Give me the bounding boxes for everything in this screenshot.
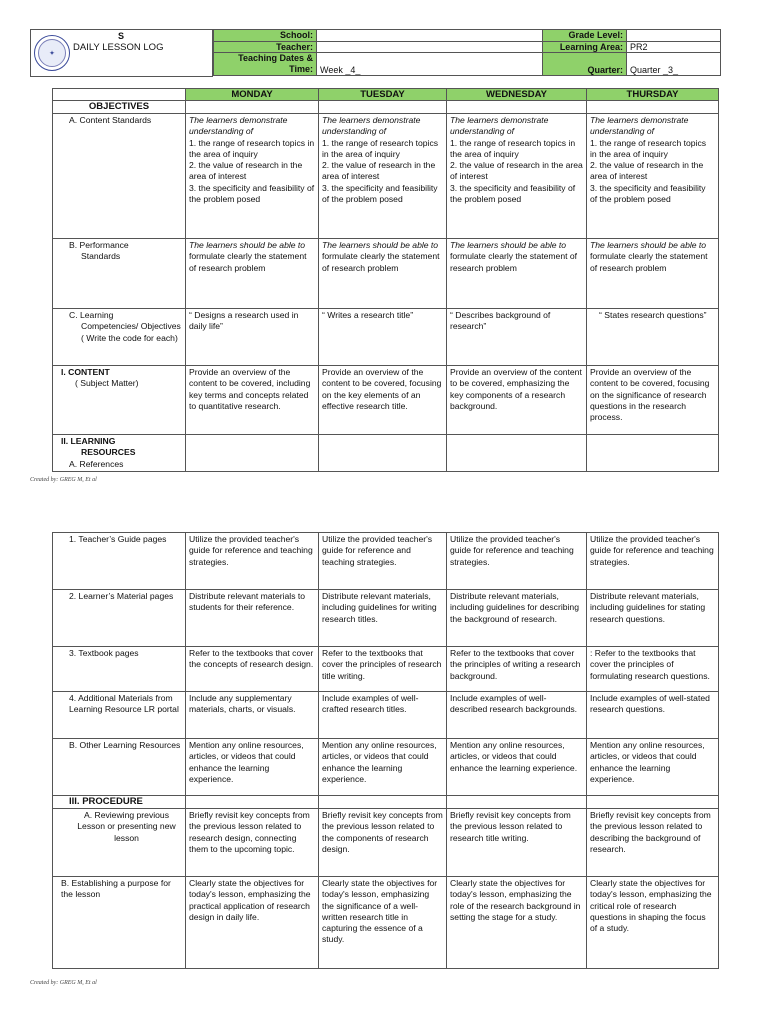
learners-material-cell[interactable]: Distribute relevant materials to students for their reference. [186, 590, 319, 647]
teachers-guide-cell[interactable]: Utilize the provided teacher's guide for reference and teaching strategies. [319, 533, 447, 590]
header-table [213, 29, 721, 76]
objectives-label: OBJECTIVES [53, 101, 186, 114]
comp-label-line3: ( Write the code for each) [81, 332, 178, 343]
content-standards-cell[interactable] [186, 114, 319, 239]
ps-intro: The learners should be able to [450, 240, 567, 250]
ps-text: formulate clearly the statement of research problem [590, 251, 708, 273]
resources-cell[interactable] [447, 435, 587, 472]
day-header-thursday: THURSDAY [587, 89, 719, 101]
establishing-purpose-cell[interactable]: Clearly state the objectives for today's lesson, emphasizing the significance of a well-written research title in capturing the essence of a study. [319, 877, 447, 969]
ps-text: formulate clearly the statement of research problem [450, 251, 578, 273]
deped-seal-icon: ✦ [34, 35, 70, 71]
additional-materials-cell[interactable]: Include any supplementary materials, charts, or visuals. [186, 692, 319, 739]
establishing-purpose-cell[interactable]: Clearly state the objectives for today's lesson, emphasizing the practical application of research design in daily life. [186, 877, 319, 969]
cs-item: 2. the value of research in the area of interest [450, 160, 583, 182]
cs-intro: The learners demonstrate understanding of [590, 115, 689, 137]
ps-intro: The learners should be able to [189, 240, 306, 250]
ps-label-line2: Standards [81, 251, 121, 262]
area-label: Learning Area: [543, 41, 627, 53]
ps-text: formulate clearly the statement of research problem [189, 251, 307, 273]
establishing-purpose-cell[interactable]: Clearly state the objectives for today's lesson, emphasizing the critical role of research questions in shaping the focus of a study. [587, 877, 719, 969]
content-standards-cell[interactable] [319, 114, 447, 239]
content-cell[interactable]: Provide an overview of the content to be covered, including key terms and concepts related to quantitative research. [186, 366, 319, 435]
resources-label-line1: II. LEARNING [61, 436, 116, 446]
content-standards-cell[interactable] [587, 114, 719, 239]
lesson-table-page2 [52, 532, 719, 969]
cs-item: 3. the specificity and feasibility of the problem posed [322, 182, 438, 205]
content-standards-label: A. Content Standards [53, 114, 186, 239]
competency-cell[interactable]: “ Describes background of research” [447, 309, 587, 366]
cs-item: 1. the range of research topics in the area of inquiry [450, 137, 576, 159]
reviewing-lesson-cell[interactable]: Briefly revisit key concepts from the previous lesson related to the components of research design. [319, 809, 447, 877]
textbook-pages-cell[interactable]: Refer to the textbooks that cover the concepts of research design. [186, 647, 319, 692]
title-box [30, 29, 213, 77]
textbook-pages-cell[interactable]: Refer to the textbooks that cover the principles of research title writing. [319, 647, 447, 692]
additional-materials-cell[interactable]: Include examples of well-described research backgrounds. [447, 692, 587, 739]
content-label [53, 366, 186, 435]
other-resources-cell[interactable]: Mention any online resources, articles, or videos that could enhance the learning experience. [587, 739, 719, 796]
corner-cell [53, 89, 186, 101]
dates-value[interactable]: Week _4_ [317, 53, 543, 76]
day-header-tuesday: TUESDAY [319, 89, 447, 101]
day-header-monday: MONDAY [186, 89, 319, 101]
cs-item: 1. the range of research topics in the area of inquiry [590, 137, 707, 159]
footer-credit-page1: Created by: GREG M, Et al [30, 477, 97, 483]
establishing-purpose-label: B. Establishing a purpose for the lesson [53, 877, 186, 969]
cs-item: 2. the value of research in the area of interest [590, 160, 704, 182]
competencies-label [53, 309, 186, 366]
teacher-value[interactable] [317, 41, 543, 53]
cs-item: 2. the value of research in the area of interest [322, 160, 436, 182]
school-letter: S [117, 31, 124, 41]
learners-material-label: 2. Learner’s Material pages [53, 590, 186, 647]
reviewing-lesson-cell[interactable]: Briefly revisit key concepts from the previous lesson related to describing the background of research. [587, 809, 719, 877]
references-label: A. References [69, 458, 124, 469]
ps-intro: The learners should be able to [590, 240, 707, 250]
grade-label: Grade Level: [543, 30, 627, 42]
learners-material-cell[interactable]: Distribute relevant materials, including guidelines for describing the background of research. [447, 590, 587, 647]
ps-label-line1: B. Performance [69, 240, 129, 250]
cs-item: 1. the range of research topics in the area of inquiry [189, 137, 315, 159]
grade-value[interactable] [627, 30, 721, 42]
area-value[interactable]: PR2 [627, 41, 721, 53]
establishing-purpose-cell[interactable]: Clearly state the objectives for today's lesson, emphasizing the role of the research background in setting the stage for a study. [447, 877, 587, 969]
footer-credit-page2: Created by: GREG M, Et al [30, 980, 97, 986]
comp-label-line1: C. Learning [69, 310, 114, 320]
resources-label-line2: RESOURCES [81, 447, 136, 458]
procedure-label: III. PROCEDURE [53, 796, 186, 809]
additional-materials-cell[interactable]: Include examples of well-crafted research titles. [319, 692, 447, 739]
teachers-guide-label: 1. Teacher’s Guide pages [53, 533, 186, 590]
other-resources-cell[interactable]: Mention any online resources, articles, or videos that could enhance the learning experience. [186, 739, 319, 796]
cs-item: 3. the specificity and feasibility of the problem posed [189, 182, 315, 205]
reviewing-lesson-cell[interactable]: Briefly revisit key concepts from the previous lesson related to research title writing. [447, 809, 587, 877]
performance-standards-cell[interactable] [319, 239, 447, 309]
ps-text: formulate clearly the statement of research problem [322, 251, 440, 273]
cs-intro: The learners demonstrate understanding of [189, 115, 288, 137]
doc-title: DAILY LESSON LOG [73, 42, 164, 53]
competency-cell[interactable]: “ Writes a research title” [319, 309, 447, 366]
lesson-table-page1 [52, 88, 719, 472]
day-header-wednesday: WEDNESDAY [447, 89, 587, 101]
competency-cell[interactable]: “ Designs a research used in daily life” [186, 309, 319, 366]
content-standards-cell[interactable] [447, 114, 587, 239]
textbook-pages-label: 3. Textbook pages [53, 647, 186, 692]
additional-materials-cell[interactable]: Include examples of well-stated research questions. [587, 692, 719, 739]
performance-standards-label [53, 239, 186, 309]
cs-item: 3. the specificity and feasibility of the problem posed [450, 182, 576, 205]
dates-label-line2: Time: [289, 63, 313, 74]
additional-materials-label: 4. Additional Materials from Learning Resource LR portal [53, 692, 186, 739]
other-resources-cell[interactable]: Mention any online resources, articles, or videos that could enhance the learning experience. [319, 739, 447, 796]
resources-label [53, 435, 186, 472]
performance-standards-cell[interactable] [186, 239, 319, 309]
performance-standards-cell[interactable] [587, 239, 719, 309]
learners-material-cell[interactable]: Distribute relevant materials, including guidelines for stating research questions. [587, 590, 719, 647]
dates-label [214, 53, 317, 76]
comp-label-line2: Competencies/ Objectives [81, 321, 181, 332]
textbook-pages-cell[interactable]: : Refer to the textbooks that cover the principles of formulating research questions. [587, 647, 719, 692]
school-value[interactable] [317, 30, 543, 42]
ps-intro: The learners should be able to [322, 240, 439, 250]
teachers-guide-cell[interactable]: Utilize the provided teacher's guide for reference and teaching strategies. [186, 533, 319, 590]
performance-standards-cell[interactable] [447, 239, 587, 309]
cs-intro: The learners demonstrate understanding of [322, 115, 421, 137]
teachers-guide-cell[interactable]: Utilize the provided teacher's guide for reference and teaching strategies. [587, 533, 719, 590]
cs-intro: The learners demonstrate understanding of [450, 115, 549, 137]
content-label-line2: ( Subject Matter) [75, 378, 139, 389]
quarter-value[interactable]: Quarter _3_ [627, 53, 721, 76]
resources-cell[interactable] [186, 435, 319, 472]
learners-material-cell[interactable]: Distribute relevant materials, including guidelines for writing research titles. [319, 590, 447, 647]
resources-cell[interactable] [587, 435, 719, 472]
competency-cell[interactable]: “ States research questions” [587, 309, 719, 366]
cs-item: 1. the range of research topics in the area of inquiry [322, 137, 439, 159]
resources-cell[interactable] [319, 435, 447, 472]
content-cell[interactable]: Provide an overview of the content to be covered, emphasizing the key components of a research background. [447, 366, 587, 435]
cs-item: 2. the value of research in the area of interest [189, 160, 303, 182]
other-resources-cell[interactable]: Mention any online resources, articles, or videos that could enhance the learning experience. [447, 739, 587, 796]
content-label-line1: I. CONTENT [61, 367, 110, 377]
reviewing-lesson-cell[interactable]: Briefly revisit key concepts from the previous lesson related to research design, connecting them to the upcoming topic. [186, 809, 319, 877]
reviewing-lesson-label: A. Reviewing previous Lesson or presenting new lesson [53, 809, 186, 877]
content-cell[interactable]: Provide an overview of the content to be covered, focusing on the significance of research questions in the research process. [587, 366, 719, 435]
cs-item: 3. the specificity and feasibility of the problem posed [590, 182, 706, 205]
school-label: School: [214, 30, 317, 42]
teacher-label: Teacher: [214, 41, 317, 53]
header-block [30, 29, 720, 78]
textbook-pages-cell[interactable]: Refer to the textbooks that cover the principles of writing a research background. [447, 647, 587, 692]
other-resources-label: B. Other Learning Resources [53, 739, 186, 796]
teachers-guide-cell[interactable]: Utilize the provided teacher's guide for reference and teaching strategies. [447, 533, 587, 590]
content-cell[interactable]: Provide an overview of the content to be covered, focusing on the key elements of an effective research title. [319, 366, 447, 435]
quarter-label: Quarter: [543, 53, 627, 76]
dates-label-line1: Teaching Dates & [238, 53, 313, 63]
